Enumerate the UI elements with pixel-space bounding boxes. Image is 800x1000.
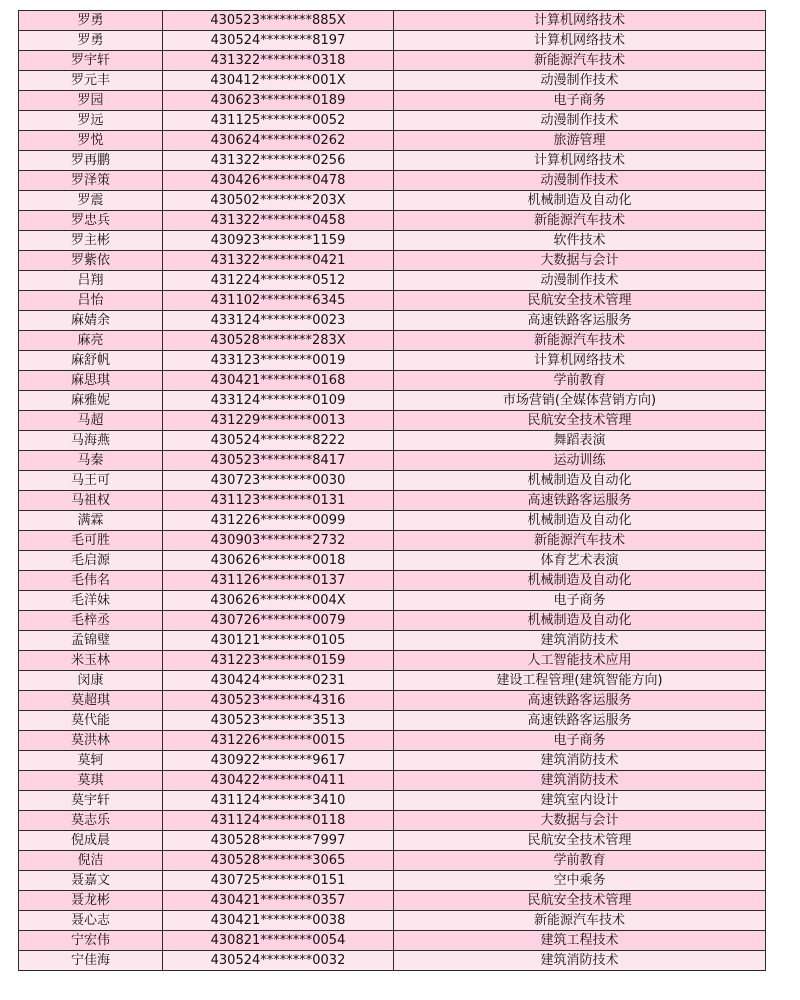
table-row (19, 611, 766, 631)
major-cell: 机械制造及自动化 (394, 611, 766, 631)
student-name-cell: 莫代能 (19, 711, 163, 731)
id-number-cell: 430626********004X (163, 591, 394, 611)
major-cell: 市场营销(全媒体营销方向) (394, 391, 766, 411)
major-cell: 民航安全技术管理 (394, 411, 766, 431)
table-row (19, 31, 766, 51)
id-number-cell: 430426********0478 (163, 171, 394, 191)
table-row (19, 211, 766, 231)
student-name-cell: 毛洋妹 (19, 591, 163, 611)
student-name-cell: 毛伟名 (19, 571, 163, 591)
major-cell: 大数据与会计 (394, 251, 766, 271)
table-row (19, 131, 766, 151)
id-number-cell: 433124********0109 (163, 391, 394, 411)
major-cell: 建筑消防技术 (394, 951, 766, 971)
id-number-cell: 430524********0032 (163, 951, 394, 971)
student-name-cell: 满霖 (19, 511, 163, 531)
id-number-cell: 431124********3410 (163, 791, 394, 811)
id-number-cell: 430524********8222 (163, 431, 394, 451)
table-row (19, 371, 766, 391)
major-cell: 学前教育 (394, 851, 766, 871)
id-number-cell: 431102********6345 (163, 291, 394, 311)
table-row (19, 111, 766, 131)
id-number-cell: 430523********885X (163, 11, 394, 31)
student-name-cell: 罗再鹏 (19, 151, 163, 171)
id-number-cell: 431224********0512 (163, 271, 394, 291)
table-row (19, 851, 766, 871)
major-cell: 新能源汽车技术 (394, 911, 766, 931)
id-number-cell: 431322********0421 (163, 251, 394, 271)
id-number-cell: 430723********0030 (163, 471, 394, 491)
student-name-cell: 马超 (19, 411, 163, 431)
student-name-cell: 罗园 (19, 91, 163, 111)
major-cell: 动漫制作技术 (394, 71, 766, 91)
major-cell: 新能源汽车技术 (394, 211, 766, 231)
student-name-cell: 毛梓丞 (19, 611, 163, 631)
major-cell: 体育艺术表演 (394, 551, 766, 571)
major-cell: 建筑消防技术 (394, 751, 766, 771)
id-number-cell: 430923********1159 (163, 231, 394, 251)
student-list-table (18, 10, 766, 971)
student-name-cell: 莫宇轩 (19, 791, 163, 811)
student-name-cell: 毛可胜 (19, 531, 163, 551)
student-name-cell: 宁宏伟 (19, 931, 163, 951)
table-row (19, 51, 766, 71)
student-name-cell: 麻婧余 (19, 311, 163, 331)
table-row (19, 431, 766, 451)
id-number-cell: 430523********4316 (163, 691, 394, 711)
id-number-cell: 430903********2732 (163, 531, 394, 551)
id-number-cell: 430725********0151 (163, 871, 394, 891)
id-number-cell: 430623********0189 (163, 91, 394, 111)
student-name-cell: 倪洁 (19, 851, 163, 871)
major-cell: 动漫制作技术 (394, 271, 766, 291)
major-cell: 新能源汽车技术 (394, 51, 766, 71)
id-number-cell: 431322********0458 (163, 211, 394, 231)
major-cell: 高速铁路客运服务 (394, 491, 766, 511)
id-number-cell: 430922********9617 (163, 751, 394, 771)
major-cell: 建筑室内设计 (394, 791, 766, 811)
table-row (19, 691, 766, 711)
id-number-cell: 431123********0131 (163, 491, 394, 511)
student-name-cell: 莫轲 (19, 751, 163, 771)
student-name-cell: 聂龙彬 (19, 891, 163, 911)
id-number-cell: 430422********0411 (163, 771, 394, 791)
student-name-cell: 罗勇 (19, 31, 163, 51)
major-cell: 动漫制作技术 (394, 171, 766, 191)
table-row (19, 911, 766, 931)
table-row (19, 351, 766, 371)
id-number-cell: 430528********283X (163, 331, 394, 351)
table-row (19, 511, 766, 531)
table-row (19, 291, 766, 311)
major-cell: 建筑消防技术 (394, 631, 766, 651)
major-cell: 计算机网络技术 (394, 31, 766, 51)
student-name-cell: 孟锦璧 (19, 631, 163, 651)
table-row (19, 311, 766, 331)
major-cell: 电子商务 (394, 91, 766, 111)
student-name-cell: 马祖权 (19, 491, 163, 511)
table-row (19, 531, 766, 551)
student-name-cell: 莫志乐 (19, 811, 163, 831)
id-number-cell: 430121********0105 (163, 631, 394, 651)
id-number-cell: 430523********8417 (163, 451, 394, 471)
id-number-cell: 430421********0038 (163, 911, 394, 931)
major-cell: 民航安全技术管理 (394, 831, 766, 851)
major-cell: 高速铁路客运服务 (394, 691, 766, 711)
student-name-cell: 罗震 (19, 191, 163, 211)
id-number-cell: 430502********203X (163, 191, 394, 211)
table-body (19, 11, 766, 971)
table-row (19, 171, 766, 191)
student-name-cell: 马海燕 (19, 431, 163, 451)
table-row (19, 391, 766, 411)
major-cell: 计算机网络技术 (394, 151, 766, 171)
table-row (19, 871, 766, 891)
student-name-cell: 罗泽策 (19, 171, 163, 191)
id-number-cell: 431322********0318 (163, 51, 394, 71)
table-row (19, 551, 766, 571)
major-cell: 高速铁路客运服务 (394, 311, 766, 331)
student-name-cell: 马秦 (19, 451, 163, 471)
student-name-cell: 麻思琪 (19, 371, 163, 391)
student-name-cell: 聂嘉文 (19, 871, 163, 891)
id-number-cell: 431226********0015 (163, 731, 394, 751)
table-row (19, 651, 766, 671)
major-cell: 空中乘务 (394, 871, 766, 891)
major-cell: 高速铁路客运服务 (394, 711, 766, 731)
table-row (19, 671, 766, 691)
id-number-cell: 433123********0019 (163, 351, 394, 371)
student-name-cell: 麻雅妮 (19, 391, 163, 411)
table-row (19, 11, 766, 31)
student-name-cell: 麻舒帆 (19, 351, 163, 371)
id-number-cell: 430424********0231 (163, 671, 394, 691)
student-name-cell: 毛启源 (19, 551, 163, 571)
table-row (19, 231, 766, 251)
major-cell: 机械制造及自动化 (394, 511, 766, 531)
major-cell: 学前教育 (394, 371, 766, 391)
id-number-cell: 430624********0262 (163, 131, 394, 151)
major-cell: 电子商务 (394, 731, 766, 751)
table-row (19, 731, 766, 751)
student-name-cell: 罗勇 (19, 11, 163, 31)
table-row (19, 711, 766, 731)
id-number-cell: 430421********0357 (163, 891, 394, 911)
id-number-cell: 430821********0054 (163, 931, 394, 951)
table-row (19, 631, 766, 651)
table-row (19, 471, 766, 491)
table-row (19, 411, 766, 431)
student-name-cell: 米玉林 (19, 651, 163, 671)
id-number-cell: 433124********0023 (163, 311, 394, 331)
major-cell: 运动训练 (394, 451, 766, 471)
table-row (19, 91, 766, 111)
id-number-cell: 430528********3065 (163, 851, 394, 871)
student-name-cell: 罗忠兵 (19, 211, 163, 231)
table-row (19, 791, 766, 811)
major-cell: 动漫制作技术 (394, 111, 766, 131)
id-number-cell: 430412********001X (163, 71, 394, 91)
id-number-cell: 431223********0159 (163, 651, 394, 671)
table-row (19, 491, 766, 511)
table-row (19, 71, 766, 91)
table-row (19, 751, 766, 771)
major-cell: 建设工程管理(建筑智能方向) (394, 671, 766, 691)
student-name-cell: 莫洪林 (19, 731, 163, 751)
student-name-cell: 麻亮 (19, 331, 163, 351)
major-cell: 机械制造及自动化 (394, 191, 766, 211)
id-number-cell: 431126********0137 (163, 571, 394, 591)
table-row (19, 191, 766, 211)
id-number-cell: 431229********0013 (163, 411, 394, 431)
major-cell: 建筑工程技术 (394, 931, 766, 951)
student-name-cell: 罗悦 (19, 131, 163, 151)
table-row (19, 811, 766, 831)
student-name-cell: 罗紫依 (19, 251, 163, 271)
major-cell: 机械制造及自动化 (394, 471, 766, 491)
student-name-cell: 罗宇轩 (19, 51, 163, 71)
student-name-cell: 莫超琪 (19, 691, 163, 711)
major-cell: 舞蹈表演 (394, 431, 766, 451)
student-name-cell: 罗主彬 (19, 231, 163, 251)
id-number-cell: 430528********7997 (163, 831, 394, 851)
id-number-cell: 431322********0256 (163, 151, 394, 171)
table-row (19, 251, 766, 271)
student-name-cell: 马王可 (19, 471, 163, 491)
major-cell: 建筑消防技术 (394, 771, 766, 791)
major-cell: 旅游管理 (394, 131, 766, 151)
student-name-cell: 罗远 (19, 111, 163, 131)
student-name-cell: 宁佳海 (19, 951, 163, 971)
id-number-cell: 430523********3513 (163, 711, 394, 731)
student-name-cell: 倪成晨 (19, 831, 163, 851)
major-cell: 新能源汽车技术 (394, 531, 766, 551)
major-cell: 大数据与会计 (394, 811, 766, 831)
student-name-cell: 吕怡 (19, 291, 163, 311)
table-row (19, 931, 766, 951)
student-name-cell: 聂心志 (19, 911, 163, 931)
id-number-cell: 430421********0168 (163, 371, 394, 391)
table-row (19, 771, 766, 791)
id-number-cell: 431226********0099 (163, 511, 394, 531)
major-cell: 人工智能技术应用 (394, 651, 766, 671)
major-cell: 电子商务 (394, 591, 766, 611)
id-number-cell: 431124********0118 (163, 811, 394, 831)
major-cell: 计算机网络技术 (394, 351, 766, 371)
id-number-cell: 430626********0018 (163, 551, 394, 571)
table-row (19, 591, 766, 611)
id-number-cell: 431125********0052 (163, 111, 394, 131)
major-cell: 新能源汽车技术 (394, 331, 766, 351)
table-row (19, 831, 766, 851)
major-cell: 民航安全技术管理 (394, 891, 766, 911)
student-name-cell: 罗元丰 (19, 71, 163, 91)
table-row (19, 891, 766, 911)
table-row (19, 451, 766, 471)
major-cell: 计算机网络技术 (394, 11, 766, 31)
major-cell: 民航安全技术管理 (394, 291, 766, 311)
table-row (19, 951, 766, 971)
student-name-cell: 闵康 (19, 671, 163, 691)
student-name-cell: 吕翔 (19, 271, 163, 291)
student-name-cell: 莫琪 (19, 771, 163, 791)
table-row (19, 571, 766, 591)
id-number-cell: 430726********0079 (163, 611, 394, 631)
table-row (19, 331, 766, 351)
table-row (19, 271, 766, 291)
table-row (19, 151, 766, 171)
id-number-cell: 430524********8197 (163, 31, 394, 51)
major-cell: 机械制造及自动化 (394, 571, 766, 591)
major-cell: 软件技术 (394, 231, 766, 251)
